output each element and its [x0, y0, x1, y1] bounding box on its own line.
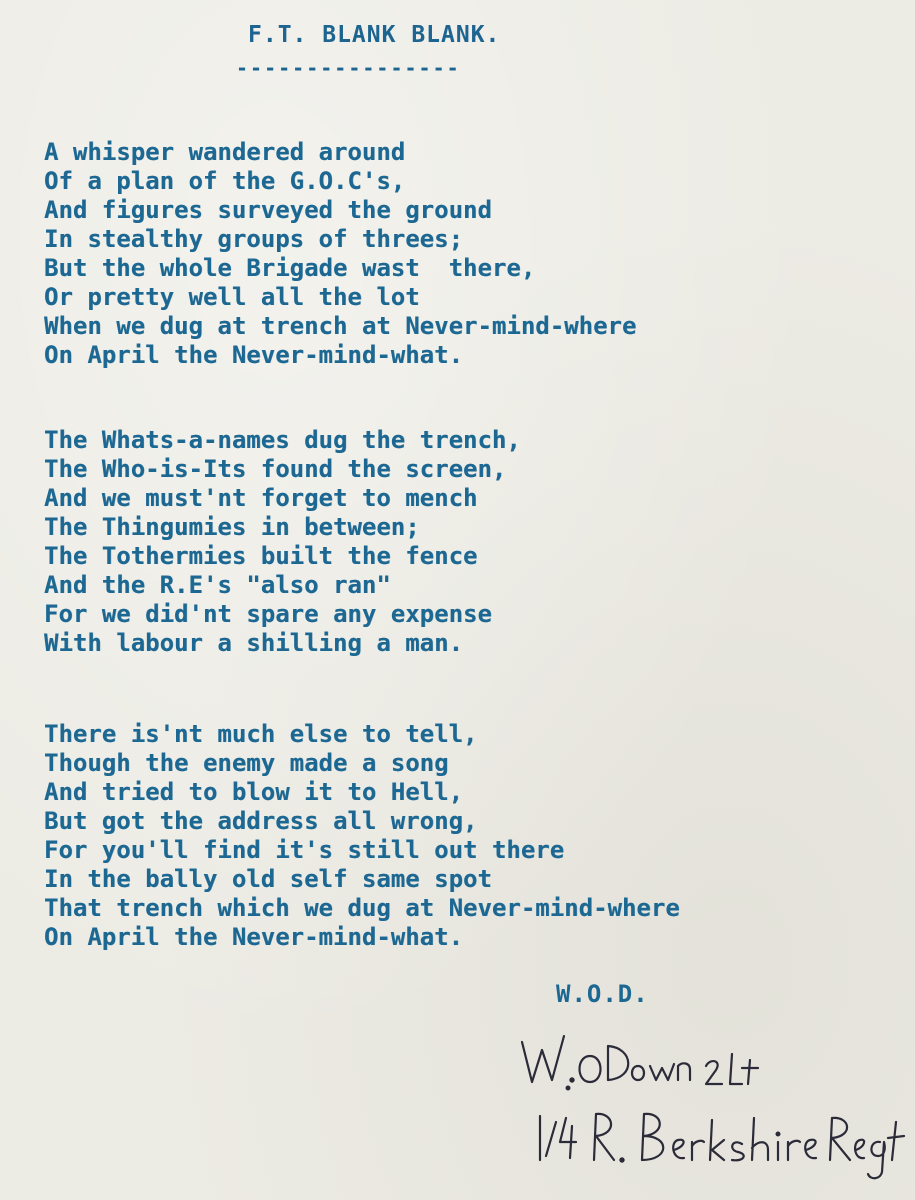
poem-line: There is'nt much else to tell,	[44, 720, 478, 748]
poem-line: And the R.E's "also ran"	[44, 571, 391, 599]
poem-line: When we dug at trench at Never-mind-where	[44, 312, 637, 340]
poem-line: The Thingumies in between;	[44, 513, 420, 541]
poem-line: The Whats-a-names dug the trench,	[44, 426, 521, 454]
stanza-3	[44, 720, 680, 952]
poem-title: F.T. BLANK BLANK.	[248, 22, 501, 48]
handwritten-signature	[510, 1010, 910, 1190]
poem-line: Of a plan of the G.O.C's,	[44, 167, 406, 195]
poem-line: And we must'nt forget to mench	[44, 484, 478, 512]
poem-line: And tried to blow it to Hell,	[44, 778, 464, 806]
poem-line: The Tothermies built the fence	[44, 542, 478, 570]
poem-line: The Who-is-Its found the screen,	[44, 455, 507, 483]
poem-line: Or pretty well all the lot	[44, 283, 420, 311]
poem-line: Though the enemy made a song	[44, 749, 449, 777]
poem-line: In stealthy groups of threes;	[44, 225, 464, 253]
poem-line: On April the Never-mind-what.	[44, 923, 464, 951]
poem-line: But got the address all wrong,	[44, 807, 478, 835]
title-underline: ----------------	[236, 56, 461, 80]
stanza-2	[44, 426, 521, 658]
poem-line: With labour a shilling a man.	[44, 629, 464, 657]
author-initials: W.O.D.	[556, 980, 649, 1008]
poem-line: And figures surveyed the ground	[44, 196, 492, 224]
poem-line: But the whole Brigade wast there,	[44, 254, 536, 282]
poem-line: For we did'nt spare any expense	[44, 600, 492, 628]
poem-line: For you'll find it's still out there	[44, 836, 565, 864]
poem-line: In the bally old self same spot	[44, 865, 492, 893]
poem-line: A whisper wandered around	[44, 138, 406, 166]
stanza-1	[44, 138, 636, 370]
poem-line: On April the Never-mind-what.	[44, 341, 464, 369]
poem-line: That trench which we dug at Never-mind-where	[44, 894, 680, 922]
